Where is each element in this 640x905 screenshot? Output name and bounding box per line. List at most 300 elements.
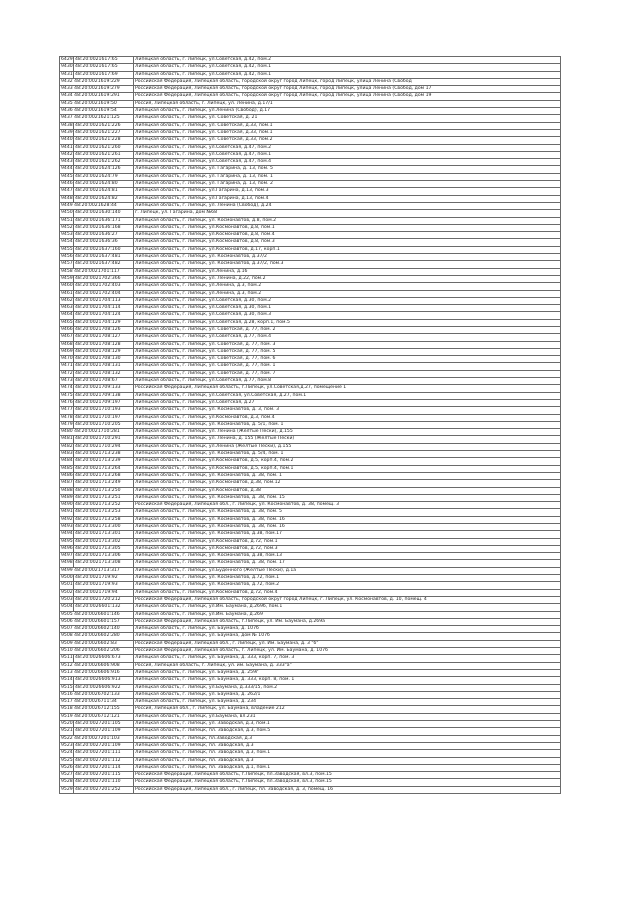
address-cell: Липецкая область, г. Липецк, ул. Космонавтов, д. 38, пом. 17 [134, 560, 561, 567]
address-cell: Российская Федерация, Липецкая область, городской округ город Липецк, город Липецк, улица Ленина (Свобод [134, 78, 561, 85]
table-row [60, 151, 561, 158]
table-row [60, 706, 561, 713]
cadastral-number-cell: 48:20:0026606:673 [74, 655, 134, 662]
row-number-cell: 9475 [61, 392, 73, 398]
table-row [60, 662, 561, 669]
address-cell: Липецкая область, г. Липецк, ул.Ленина, д.3, пом.2 [134, 290, 561, 297]
row-number-cell: 9488 [61, 487, 73, 493]
address-cell: Липецкая область, г. Липецк, ул.Космонавтов, д.5, корп.4, пом.1 [134, 465, 561, 472]
table-row [60, 786, 561, 793]
row-number-cell: 9527 [61, 772, 73, 778]
address-cell: Российская Федерация, Липецкая область, г.Липецк, пл.Заводская, вл.3, пом.15 [134, 779, 561, 786]
address-cell: Липецкая область, г. Липецк, ул.Советская, д.27 [134, 399, 561, 406]
address-cell: Липецкая область, г. Липецк, ул. Советская, д. 77, пом. 2 [134, 326, 561, 333]
table-row [60, 545, 561, 552]
table-row [60, 713, 561, 720]
cadastral-number-cell: 48:20:0021713:300 [74, 524, 134, 531]
table-row [60, 750, 561, 757]
table-row [60, 334, 561, 341]
table-row [60, 443, 561, 450]
address-cell: Липецкая область, г. Липецк, ул. Советская, д. 77, пом. 5 [134, 348, 561, 355]
table-row [60, 370, 561, 377]
row-number-cell: 9483 [61, 451, 73, 457]
address-cell: Липецкая область, г. Липецк, ул.Советская, д.42, пом.2 [134, 57, 561, 64]
register-table [59, 56, 561, 794]
row-number-cell: 9446 [61, 181, 73, 187]
address-cell: Липецкая область, г. Липецк, ул. Космонавтов, д. 3, пом. 3 [134, 407, 561, 414]
cadastral-number-cell: 48:20:0021719:94 [74, 589, 134, 596]
cadastral-number-cell: 48:20:0021710:205 [74, 421, 134, 428]
address-cell: Липецкая область, г. Липецк, ул.Советская, д.28, корп.1, пом.5 [134, 319, 561, 326]
table-row [60, 312, 561, 319]
cadastral-number-cell: 48:20:0021713:239 [74, 458, 134, 465]
row-number-cell: 9487 [61, 480, 73, 486]
row-number-cell: 9450 [61, 210, 73, 216]
table-row [60, 531, 561, 538]
table-row [60, 246, 561, 253]
table-row [60, 677, 561, 684]
table-row [60, 626, 561, 633]
row-number-cell: 9466 [61, 326, 73, 332]
row-number-cell: 9529 [61, 786, 73, 792]
cadastral-number-cell: 48:20:0021624:80 [74, 181, 134, 188]
table-row [60, 159, 561, 166]
row-number-cadastral-cell: 9508 48:20:0026602:280 [60, 633, 134, 640]
table-row [60, 166, 561, 173]
cadastral-number-cell: 48:20:0021708:130 [74, 356, 134, 363]
cadastral-number-cell: 48:20:0021713:258 [74, 516, 134, 523]
table-row [60, 232, 561, 239]
row-number-cadastral-cell: 9480 48:20:0021710:281 [60, 429, 134, 436]
row-number-cell: 9470 [61, 356, 73, 362]
table-row [60, 757, 561, 764]
row-number-cell: 9430 [61, 64, 73, 70]
table-row [60, 575, 561, 582]
table-row [60, 516, 561, 523]
address-cell: Липецкая область, г. Липецк, ул. Космонавтов, д.38, пом.13 [134, 553, 561, 560]
cadastral-number-cell: 48:20:0021624:81 [74, 188, 134, 195]
cadastral-number-cell: 48:20:0021704:129 [74, 319, 134, 326]
row-number-cell: 9473 [61, 378, 73, 384]
row-number-cell: 9495 [61, 538, 73, 544]
table-row [60, 742, 561, 749]
address-cell: Липецкая область, г. Липецк, ул. Баумана, д. 107б [134, 626, 561, 633]
address-cell: Липецкая область, г. Липецк, пл. Заводская, д.3, пом.5 [134, 728, 561, 735]
table-row [60, 465, 561, 472]
address-cell: Липецкая область, г. Липецк, ул.Космонавтов, д.5, корп.4, пом.2 [134, 458, 561, 465]
table-row [60, 319, 561, 326]
row-number-cell: 9511 [61, 655, 73, 661]
cadastral-number-cell: 48:20:0021719:92 [74, 575, 134, 582]
cadastral-number-cell: 48:20:0021708:131 [74, 363, 134, 370]
table-row [60, 239, 561, 246]
row-number-cell: 9444 [61, 166, 73, 172]
table-row [60, 604, 561, 611]
table-row [60, 195, 561, 202]
table-row [60, 494, 561, 501]
table-row [60, 341, 561, 348]
table-row [60, 633, 561, 640]
address-cell: Липецкая область, г. Липецк, ул. Советская, д. 77, пом. 7 [134, 370, 561, 377]
table-row [60, 64, 561, 71]
table-row [60, 414, 561, 421]
cadastral-number-cell: 48:20:0021713:251 [74, 494, 134, 501]
row-number-cell: 9485 [61, 465, 73, 471]
cadastral-number-cell: 48:20:0021636:168 [74, 224, 134, 231]
row-number-cadastral-cell: 9516 48:20:0026702:133 [60, 691, 134, 698]
table-row [60, 115, 561, 122]
address-cell: Липецкая область, г. Липецк, ул.Советская, д.47, пом.4 [134, 159, 561, 166]
cadastral-number-cell: 48:20:0021621:262 [74, 159, 134, 166]
address-cell: Российская Федерация, Липецкая область, городской округ город Липецк, город Липецк, улица Ленина (Свобод, дом 17 [134, 86, 561, 93]
cadastral-number-cell: 48:20:0021710:291 [74, 436, 134, 443]
address-cell: Липецкая область, г. Липецк, ул. Гагарина, д. 13, пом. 5 [134, 166, 561, 173]
address-cell: Липецкая область, г. Липецк, ул.Космонавтов, д.38 [134, 487, 561, 494]
table-row [60, 451, 561, 458]
row-number-cadastral-cell: 9518 48:20:0026712:155 [60, 706, 134, 713]
row-number-cell: 9523 [61, 742, 73, 748]
address-cell: г. Липецк, ул. Гагарина, дом №68 [134, 210, 561, 217]
cadastral-number-cell: 48:20:0021704:114 [74, 305, 134, 312]
table-row [60, 429, 561, 436]
cadastral-number-cell: 48:20:0021702:366 [74, 275, 134, 282]
table-row [60, 524, 561, 531]
address-cell: Липецкая область, г. Липецк, пл. Заводская, д.3, пом.1 [134, 750, 561, 757]
row-number-cell: 9490 [61, 502, 73, 508]
address-cell: Липецкая область, г. Липецк, ул.Советская, д.30, пом.2 [134, 297, 561, 304]
address-cell: Липецкая область, г. Липецк, ул. Баумана, д. 333, корп. 7, пом. 3 [134, 655, 561, 662]
address-cell: Липецкая область, г. Липецк, пл. Заводская, д.3 [134, 742, 561, 749]
address-cell: Липецкая область, г. Липецк, пл. Заводская, д.1, пом.1 [134, 764, 561, 771]
cadastral-number-cell: 48:20:0027201:114 [74, 764, 134, 771]
table-row [60, 407, 561, 414]
table-row [60, 297, 561, 304]
table-row [60, 735, 561, 742]
row-number-cell: 9503 [61, 596, 73, 602]
row-number-cell: 9463 [61, 305, 73, 311]
address-cell: Липецкая область, г. Липецк, ул.Космонавтов, д.72, пом.1 [134, 538, 561, 545]
row-number-cadastral-cell: 9522 48:20:0027201:103 [60, 735, 134, 742]
address-cell: Российская Федерация, Липецкая область, г. Липецк, ул. Им. Баумана, д. 107б [134, 648, 561, 655]
row-number-cell: 9452 [61, 224, 73, 230]
table-row [60, 268, 561, 275]
table-row [60, 392, 561, 399]
address-cell: Липецкая область, г. Липецк, ул.Ленина (Свобод), д.17 [134, 108, 561, 115]
row-number-cadastral-cell: 9434 48:20:0021619:291 [60, 93, 134, 100]
row-number-cell: 9504 [61, 604, 73, 610]
cadastral-number-cell: 48:20:0027201:109 [74, 728, 134, 735]
table-row [60, 326, 561, 333]
row-number-cadastral-cell: 9512 48:20:0026606:908 [60, 662, 134, 669]
address-cell: Россия, Липецкая область, г. Липецк, ул. Ленина, д.17/1 [134, 100, 561, 107]
row-number-cell: 9526 [61, 764, 73, 770]
table-row [60, 648, 561, 655]
address-cell: Липецкая область, г. Липецк, ул.Гагарина, д.13, пом.4 [134, 195, 561, 202]
table-row [60, 78, 561, 85]
cadastral-number-cell: 48:20:0021708:67 [74, 378, 134, 385]
row-number-cadastral-cell: 9435 48:20:0021619:50 [60, 100, 134, 107]
row-number-cell: 9476 [61, 399, 73, 405]
table-row [60, 254, 561, 261]
table-row [60, 71, 561, 78]
row-number-cell: 9455 [61, 246, 73, 252]
row-number-cell: 9448 [61, 195, 73, 201]
address-cell: Липецкая область, г. Липецк, ул. Космонавтов, д. 38, пом. 5 [134, 509, 561, 516]
row-number-cell: 9521 [61, 728, 73, 734]
cadastral-number-cell: 48:20:0021621:260 [74, 144, 134, 151]
cadastral-number-cell: 48:20:0021719:93 [74, 582, 134, 589]
address-cell: Липецкая область, г. Липецк, ул. Баумана, д. 262/1 [134, 691, 561, 698]
address-cell: Липецкая область, г. Липецк, ул. Баумана, д. 259г [134, 669, 561, 676]
cadastral-number-cell: 48:20:0027201:112 [74, 757, 134, 764]
table-row [60, 108, 561, 115]
row-number-cell: 6429 [61, 57, 73, 62]
row-number-cell: 9460 [61, 283, 73, 289]
address-cell: Российская Федерация, Липецкая обл., г. Липецк, ул. Им. Баумана, д. 3 "б" [134, 640, 561, 647]
table-row [60, 421, 561, 428]
row-number-cell: 9520 [61, 721, 73, 727]
address-cell: Российская Федерация, Липецкая обл., г. Липецк, пл. Заводская, д. 3, помещ. 16 [134, 786, 561, 793]
address-cell: Липецкая область, г. Липецк, ул.Космонавтов, д.8, пом.4 [134, 232, 561, 239]
address-cell: Липецкая область, г. Липецк, ул. Космонавтов, д.37/2, пом.3 [134, 261, 561, 268]
cadastral-number-cell: 48:20:0021708:128 [74, 341, 134, 348]
table-row [60, 348, 561, 355]
cadastral-number-cell: 48:20:0021713:268 [74, 472, 134, 479]
address-cell: Липецкая область, г. Липецк, ул. Космонавтов, д.72, пом.2 [134, 582, 561, 589]
address-cell: Липецкая область, г. Липецк, ул.Советская, ул.Советская, д.27, пом.1 [134, 392, 561, 399]
row-number-cell: 9492 [61, 516, 73, 522]
cadastral-number-cell: 48:20:0027201:109 [74, 742, 134, 749]
cadastral-number-cell: 48:20:0021713:238 [74, 451, 134, 458]
cadastral-number-cell: 48:20:0021621:261 [74, 151, 134, 158]
row-number-cell: 9500 [61, 575, 73, 581]
cadastral-number-cell: 48:20:0021630:140 [74, 210, 134, 217]
row-number-cadastral-cell: 9517 48:20:0026711:34 [60, 699, 134, 706]
row-number-cadastral-cell: 9509 48:20:0026602:83 [60, 640, 134, 647]
address-cell: Липецкая область, г. Липецк, ул.Советская, д.77, пом.4 [134, 334, 561, 341]
cadastral-number-cell: 48:20:0021713:308 [74, 560, 134, 567]
table-row [60, 502, 561, 509]
address-cell: Липецкая область, г. Липецк, ул. Гагарина, д. 13, пом. 1 [134, 173, 561, 180]
row-number-cell: 9472 [61, 370, 73, 376]
table-row [60, 589, 561, 596]
row-number-cell: 9461 [61, 290, 73, 296]
cadastral-number-cell: 48:20:0021624:79 [74, 173, 134, 180]
cadastral-number-cell: 48:20:0021704:113 [74, 297, 134, 304]
table-row [60, 363, 561, 370]
address-cell: Липецкая область, г. Липецк, ул. Ленина (Жёлтые Пески), д.155 [134, 429, 561, 436]
cadastral-number-cell: 48:20:0021713:250 [74, 487, 134, 494]
table-row [60, 611, 561, 618]
address-cell: Российская Федерация, Липецкая обл., г. Липецк, ул. Космонавтов, д. 38, помещ. 3 [134, 502, 561, 509]
row-number-cell: 9493 [61, 524, 73, 529]
address-cell: Липецкая область, г. Липецк, ул.Ленина, д.3, пом.2 [134, 283, 561, 290]
address-cell: Липецкая область, г. Липецк, ул.Космонавтов, д.72, пом.4 [134, 589, 561, 596]
row-number-cell: 9465 [61, 319, 73, 325]
row-number-cadastral-cell: 9507 48:20:0026602:140 [60, 626, 134, 633]
cadastral-number-cell: 48:20:0021713:264 [74, 465, 134, 472]
address-cell: Липецкая область, г. Липецк, ул.Советская, д.77, пом.8 [134, 378, 561, 385]
row-number-cell: 9438 [61, 122, 73, 128]
table-row [60, 560, 561, 567]
cadastral-number-cell: 48:20:0021636:171 [74, 217, 134, 224]
table-row [60, 764, 561, 771]
address-cell: Российская Федерация, Липецкая область, г.Липецк, ул. Им. Баумана, д.269а [134, 618, 561, 625]
row-number-cell: 9482 [61, 443, 73, 449]
row-number-cell: 9496 [61, 545, 73, 551]
row-number-cell: 9489 [61, 494, 73, 500]
table-row [60, 137, 561, 144]
address-cell: Липецкая область, г. Липецк, ул.Советская, д.42, пом.1 [134, 71, 561, 78]
table-row [60, 144, 561, 151]
row-number-cell: 9440 [61, 137, 73, 143]
table-row [60, 129, 561, 136]
address-cell: Липецкая область, г. Липецк, ул.Баумана, вл.231 [134, 713, 561, 720]
cadastral-number-cell: 48:20:0021708:126 [74, 326, 134, 333]
table-row [60, 669, 561, 676]
address-cell: Липецкая область, г. Липецк, ул.Гагарина, д.13, пом.3 [134, 188, 561, 195]
cadastral-number-cell: 48:20:0021713:306 [74, 553, 134, 560]
table-row [60, 538, 561, 545]
cadastral-number-cell: 48:20:0021713:305 [74, 545, 134, 552]
row-number-cell: 9498 [61, 560, 73, 566]
table-row [60, 356, 561, 363]
row-number-cell: 9484 [61, 458, 73, 464]
table-row [60, 721, 561, 728]
cadastral-number-cell: 48:20:0021637:481 [74, 254, 134, 261]
address-cell: Липецкая область, г. Липецк, ул. Космонавтов, д. 5/1, пом. 1 [134, 421, 561, 428]
row-number-cell: 9469 [61, 348, 73, 354]
table-row [60, 275, 561, 282]
row-number-cadastral-cell: 9458 48:20:0021701:117 [60, 268, 134, 275]
row-number-cell: 9502 [61, 589, 73, 595]
table-row [60, 224, 561, 231]
table-row [60, 283, 561, 290]
table-row [60, 378, 561, 385]
address-cell: Липецкая область, г. Липецк, ул. Ленина, д. 155 (Жёлтые Пески) [134, 436, 561, 443]
row-number-cadastral-cell: 9506 48:20:0026601:157 [60, 618, 134, 625]
row-number-cell: 9454 [61, 239, 73, 245]
row-number-cell: 9442 [61, 151, 73, 157]
address-cell: Россия, Липецкая область, г. Липецк, ул. им. Баумана, д. 333"а" [134, 662, 561, 669]
address-cell: Липецкая область, г. Липецк, ул.Им. Баумана, д.269 [134, 611, 561, 618]
cadastral-number-cell: 48:20:0027201:105 [74, 721, 134, 728]
address-cell: Липецкая область, г. Липецк, ул. Советская, д. 77, пом. 1 [134, 363, 561, 370]
table-row [60, 399, 561, 406]
cadastral-number-cell: 48:20:0021713:253 [74, 509, 134, 516]
row-number-cell: 9514 [61, 677, 73, 683]
table-row [60, 596, 561, 603]
cadastral-number-cell: 48:20:0027201:252 [74, 786, 134, 793]
cadastral-number-cell: 48:20:0021702:403 [74, 283, 134, 290]
row-number-cell: 9439 [61, 129, 73, 135]
table-row [60, 261, 561, 268]
table-row [60, 480, 561, 487]
address-cell: Российская Федерация, Липецкая область, городской округ город Липецк, город Липецк, улица Ленина (Свобод, дом 19 [134, 93, 561, 100]
row-number-cadastral-cell: 9505 48:20:0026601:146 [60, 611, 134, 618]
row-number-cadastral-cell: 9433 48:20:0021619:279 [60, 86, 134, 93]
table-row [60, 640, 561, 647]
cadastral-number-cell: 48:20:0021713:252 [74, 502, 134, 509]
row-number-cell: 9443 [61, 159, 73, 165]
table-row [60, 487, 561, 494]
cadastral-number-cell: 48:20:0021713:249 [74, 480, 134, 487]
cadastral-number-cell: 48:20:0021710:294 [74, 443, 134, 450]
table-row [60, 509, 561, 516]
address-cell: Липецкая область, г. Липецк, ул. Гагарина, д. 13, пом. 2 [134, 181, 561, 188]
cadastral-number-cell: 48:20:0021636:36 [74, 239, 134, 246]
row-number-cell: 9525 [61, 757, 73, 763]
row-number-cell: 9451 [61, 217, 73, 223]
table-row [60, 691, 561, 698]
table-row [60, 618, 561, 625]
table-row [60, 210, 561, 217]
address-cell: Липецкая область, г. Липецк, ул. Советская, д.33, пом.1 [134, 122, 561, 129]
address-cell: Липецкая область, г. Липецк, ул.Космонавтов, д.38, пом.12 [134, 480, 561, 487]
cadastral-number-cell: 48:20:0027201:110 [74, 779, 134, 786]
row-number-cell: 9494 [61, 531, 73, 537]
table-row [60, 188, 561, 195]
row-number-cell: 9468 [61, 341, 73, 347]
address-cell: Липецкая область, г. Липецк, ул. Советская, д. 77, пом. 3 [134, 341, 561, 348]
row-number-cell: 9524 [61, 750, 73, 756]
address-cell: Липецкая область, г. Липецк, пл. Заводская, д.3 [134, 757, 561, 764]
cadastral-number-cell: 48:20:0021637:160 [74, 246, 134, 253]
row-number-cell: 9445 [61, 173, 73, 179]
row-number-cadastral-cell: 9437 48:20:0021621:125 [60, 115, 134, 122]
address-cell: Липецкая область, г. Липецк, ул. Космонавтов, д. 38, пом. 1 [134, 472, 561, 479]
address-cell: Липецкая область, г. Липецк, ул.Советская, д.42, пом.1 [134, 64, 561, 71]
cadastral-number-cell: 48:20:0026606:913 [74, 677, 134, 684]
address-cell: Российская Федерация, Липецкая область, городской округ город Липецк, г. Липецк, ул. Космонавтов, д. 10, помещ. 4 [134, 596, 561, 603]
row-number-cell: 9528 [61, 779, 73, 785]
cadastral-number-cell: 48:20:0021617:65 [74, 64, 134, 71]
cadastral-number-cell: 48:20:0021709:138 [74, 392, 134, 399]
table-row [60, 305, 561, 312]
address-cell: Липецкая область, г. Липецк, ул. Космонавтов, д. 38, пом. 15 [134, 494, 561, 501]
cadastral-number-cell: 48:20:0021621:228 [74, 137, 134, 144]
row-number-cell: 9474 [61, 385, 73, 391]
row-number-cell: 9447 [61, 188, 73, 194]
table-row [60, 173, 561, 180]
row-number-cell: 9453 [61, 232, 73, 238]
table-row [60, 472, 561, 479]
table-row [60, 458, 561, 465]
address-cell: Липецкая область, г. Липецк, ул. Заводская, д.3, пом.1 [134, 721, 561, 728]
cadastral-number-cell: 48:20:0021709:133 [74, 385, 134, 392]
address-cell: Липецкая область, г. Липецк, ул.Советская, д.47, пом.1 [134, 151, 561, 158]
address-cell: Российская Федерация, Липецкая область, г.Липецк, пл.Заводская, вл.3, пом.15 [134, 772, 561, 779]
table-row [60, 57, 561, 64]
row-number-cell: 9478 [61, 414, 73, 420]
row-number-cell: 9467 [61, 334, 73, 340]
address-cell: Липецкая область, г. Липецк, ул. Баумана, д. 333, корп. 8, пом. 1 [134, 677, 561, 684]
cadastral-number-cell: 48:20:0021617:65 [74, 57, 134, 64]
address-cell: Липецкая область, г. Липецк, пл.Заводская, д.3 [134, 735, 561, 742]
address-cell: Липецкая область, г. Липецк, ул. Космонавтов, д.72, пом.1 [134, 575, 561, 582]
address-cell: Липецкая область, г. Липецк, ул.Космонавтов, д.8, пом.1 [134, 224, 561, 231]
row-number-cadastral-cell: 9432 48:20:0021619:229 [60, 78, 134, 85]
cadastral-number-cell: 48:20:0021704:124 [74, 312, 134, 319]
cadastral-number-cell: 48:20:0027201:111 [74, 750, 134, 757]
row-number-cadastral-cell: 9449 48:20:0021628:44 [60, 202, 134, 209]
address-cell: Липецкая область, г. Липецк, ул. Советская, д.33, пом.2 [134, 137, 561, 144]
row-number-cell: 9464 [61, 312, 73, 318]
address-cell: Липецкая область, г. Липецк, ул. Советская, д. 21 [134, 115, 561, 122]
table-row [60, 779, 561, 786]
address-cell: Липецкая область, г. Липецк, ул. Баумана, д. 234 [134, 699, 561, 706]
table-row [60, 684, 561, 691]
